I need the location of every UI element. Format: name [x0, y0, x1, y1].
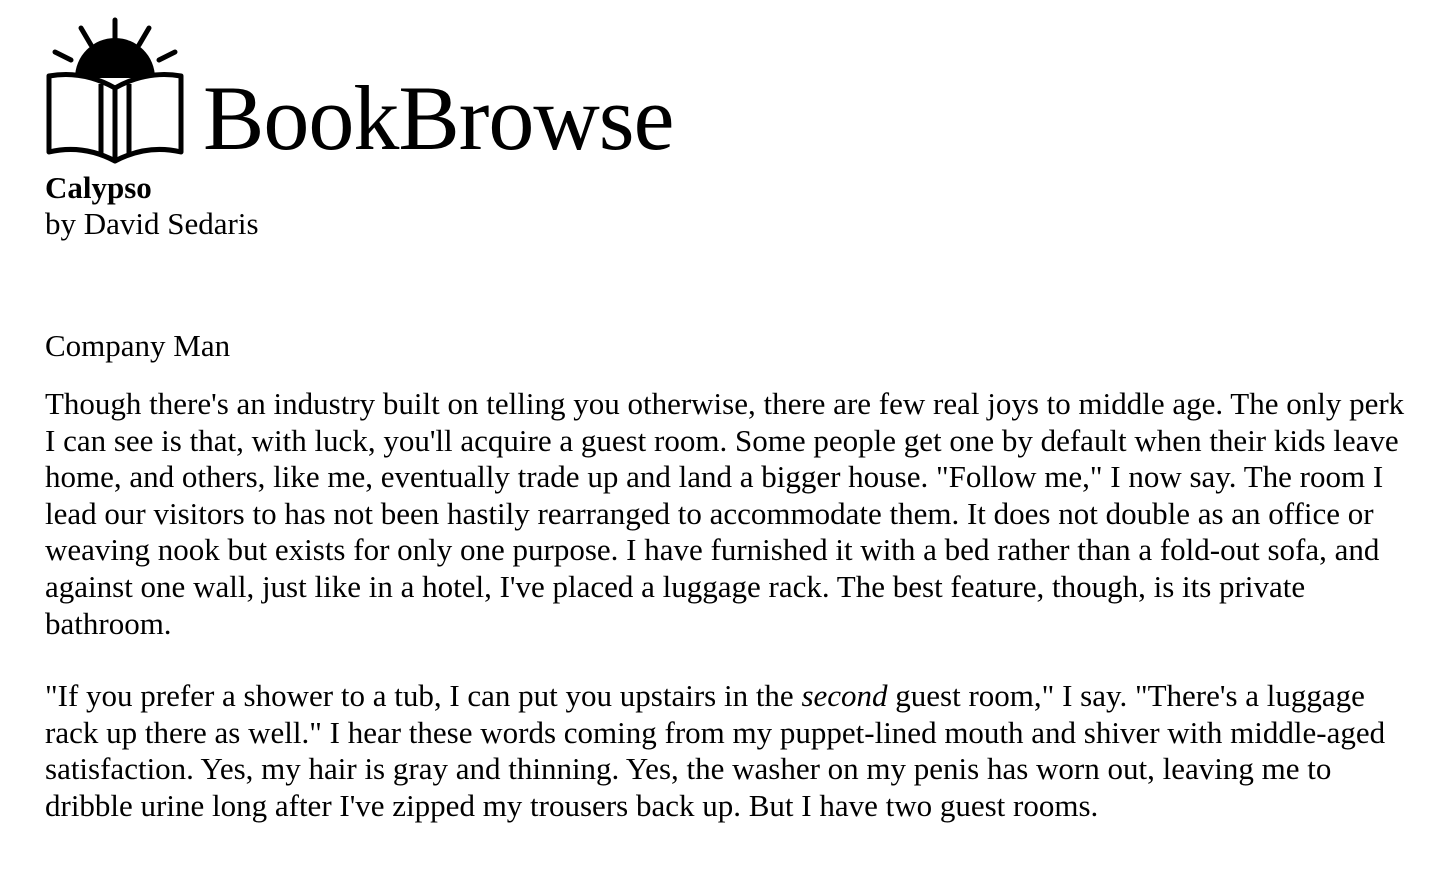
excerpt-paragraph-2: [45, 678, 1420, 824]
book-title: Calypso: [45, 170, 152, 205]
book-author: by David Sedaris: [45, 206, 259, 241]
paragraph-2-emphasis: second: [801, 678, 888, 714]
brand-logo[interactable]: [45, 14, 1420, 169]
brand-wordmark: BookBrowse: [203, 67, 674, 169]
chapter-title: Company Man: [45, 328, 231, 363]
excerpt-paragraph-1: Though there's an industry built on telling you otherwise, there are few real joys to middle age. The only perk I can see is that, with luck, you'll acquire a guest room. Some people get one by default when their kids leave home, and others, like me, eventually trade up and land a bigger house. "Follow me," I now say. The room I lead our visitors to has not been hastily rearranged to accommodate them. It does not double as an office or weaving nook but exists for only one purpose. I have furnished it with a bed rather than a fold-out sofa, and against one wall, just like in a hotel, I've placed a luggage rack. The best feature, though, is its private bathroom.: [45, 386, 1405, 641]
paragraph-2-text-end: guest room," I say. "There's a luggage rack up there as well." I hear these words coming from my puppet-lined mouth and shiver with middle-aged satisfaction. Yes, my hair is gray and thinning. Yes, the washer on my penis has worn out, leaving me to dribble urine long after I've zipped my trousers back up. But I have two guest rooms.: [45, 678, 1386, 823]
page-content: [45, 14, 1420, 825]
paragraph-2-text-start: "If you prefer a shower to a tub, I can put you upstairs in the: [45, 678, 802, 714]
open-book-sunrise-icon: [45, 14, 185, 164]
